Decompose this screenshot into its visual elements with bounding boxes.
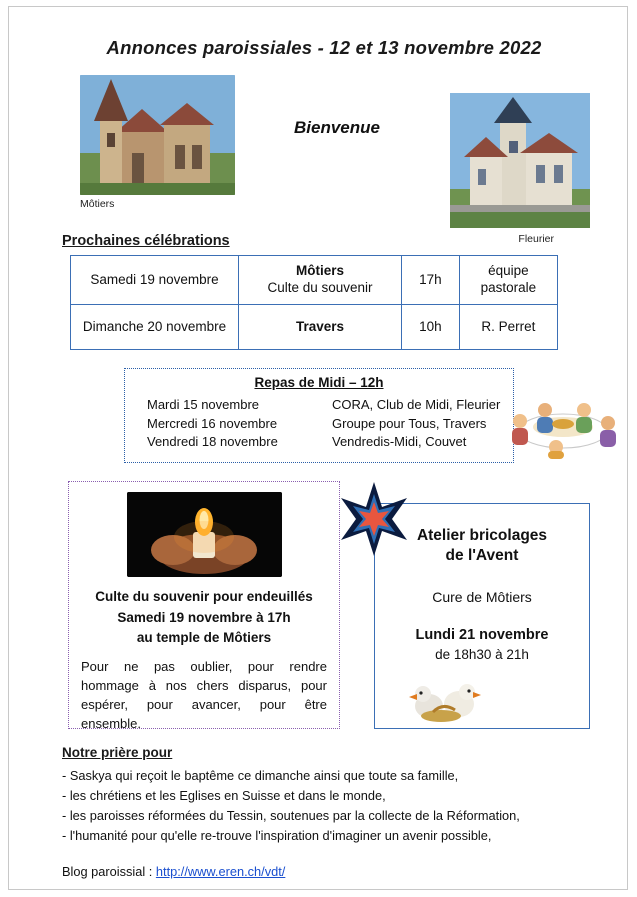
memorial-service-box	[68, 481, 340, 729]
table-row	[71, 256, 558, 305]
celebrations-heading: Prochaines célébrations	[62, 233, 230, 249]
craft-birds-illustration	[409, 678, 495, 722]
cell-place-name: Travers	[295, 319, 345, 335]
meals-title: Repas de Midi – 12h	[254, 374, 384, 390]
blog-label: Blog paroissial :	[62, 863, 156, 879]
church-motiers-illustration	[80, 75, 235, 195]
memorial-line3: au temple de Môtiers	[136, 629, 272, 645]
list-item: - l'humanité pour qu'elle re-trouve l'inspiration d'imaginer un avenir possible,	[62, 827, 492, 843]
list-item	[135, 433, 503, 452]
workshop-title-line2: de l'Avent	[445, 547, 519, 565]
prayer-heading: Notre prière pour	[62, 745, 173, 761]
list-item	[135, 415, 503, 434]
cell-date: Samedi 19 novembre	[71, 256, 239, 305]
cell-officiant-line2: pastorale	[480, 279, 537, 295]
cell-time: 17h	[401, 256, 459, 305]
workshop-date: Lundi 21 novembre	[415, 626, 549, 643]
advent-workshop-box	[374, 503, 590, 729]
church-fleurier-illustration	[450, 93, 590, 228]
meal-day: Vendredi 18 novembre	[147, 434, 278, 450]
cell-date: Dimanche 20 novembre	[71, 304, 239, 349]
workshop-title-line1: Atelier bricolages	[416, 527, 548, 545]
table-row	[71, 304, 558, 349]
cell-place	[239, 304, 402, 349]
cell-officiant-line1: équipe	[488, 263, 529, 278]
list-item	[135, 396, 503, 415]
workshop-time: de 18h30 à 21h	[435, 646, 529, 662]
cell-place-name: Môtiers	[296, 263, 345, 278]
content-area	[54, 25, 594, 879]
memorial-line2: Samedi 19 novembre à 17h	[117, 609, 291, 625]
cell-officiant: R. Perret	[459, 304, 557, 349]
meal-desc: Vendredis-Midi, Couvet	[332, 434, 467, 450]
candle-hands-photo	[127, 492, 282, 577]
candle-illustration	[127, 492, 282, 577]
two-column-section	[54, 481, 594, 741]
dining-table-illustration	[498, 397, 628, 459]
church-motiers-photo	[80, 75, 235, 195]
workshop-place: Cure de Môtiers	[432, 588, 532, 605]
blog-link[interactable]: http://www.eren.ch/vdt/	[155, 863, 286, 879]
list-item: - Saskya qui reçoit le baptême ce dimanche ainsi que toute sa famille,	[62, 768, 459, 784]
welcome-heading: Bienvenue	[294, 118, 380, 137]
cell-officiant	[459, 256, 557, 305]
memorial-line1: Culte du souvenir pour endeuillés	[95, 589, 313, 605]
star-icon	[337, 482, 411, 556]
blog-line	[62, 864, 594, 879]
celebrations-table	[70, 255, 558, 350]
meals-box	[124, 368, 514, 464]
meal-day: Mercredi 16 novembre	[147, 415, 278, 431]
photo-right-caption: Fleurier	[518, 233, 554, 245]
memorial-paragraph: Pour ne pas oublier, pour rendre hommage à nos chers disparus, pour espérer, pour avancer, pour être ensemble.	[81, 659, 327, 731]
cell-place	[239, 256, 402, 305]
page-title: Annonces paroissiales - 12 et 13 novembre 2022	[106, 37, 542, 58]
prayer-list	[62, 766, 594, 845]
meal-desc: Groupe pour Tous, Travers	[332, 415, 487, 431]
meal-day: Mardi 15 novembre	[147, 396, 259, 412]
meal-desc: CORA, Club de Midi, Fleurier	[332, 396, 501, 412]
paper-sheet	[8, 6, 628, 890]
cell-place-sub: Culte du souvenir	[267, 279, 373, 295]
list-item: - les paroisses réformées du Tessin, soutenues par la collecte de la Réformation,	[62, 807, 520, 823]
church-fleurier-photo	[450, 93, 590, 228]
cell-time: 10h	[401, 304, 459, 349]
list-item: - les chrétiens et les Eglises en Suisse et dans le monde,	[62, 788, 386, 804]
photo-left-caption: Môtiers	[80, 198, 115, 210]
